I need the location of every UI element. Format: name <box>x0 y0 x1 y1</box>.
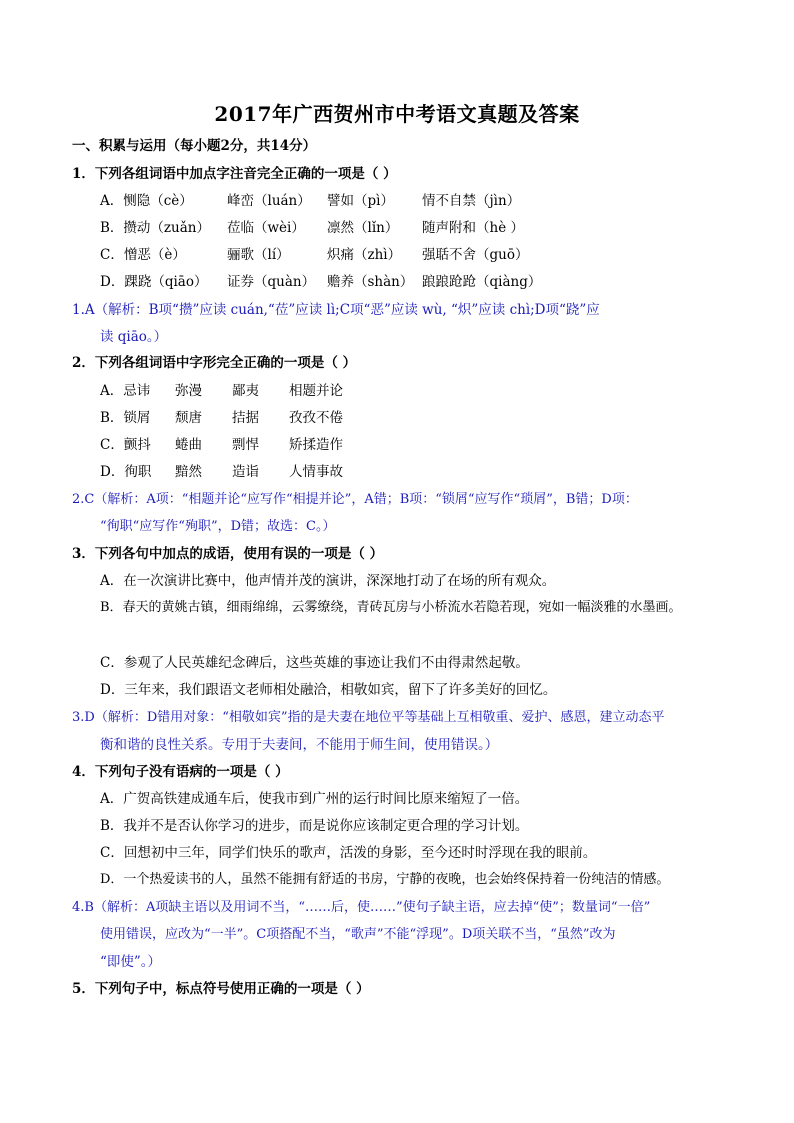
question-3-option-b: B．春天的黄姚古镇，细雨绵绵，云雾缭绕，青砖瓦房与小桥流水若隐若现，宛如一幅淡雅的水墨画。 <box>100 600 682 615</box>
question-2-answer-cont: “徇职“应写作“殉职”，D错；故选：C。） <box>100 519 336 534</box>
question-3-answer: 3.D（解析：D错用对象：“相敬如宾”指的是夫妻在地位平等基础上互相敬重、爱护、感恩，建立动态平 <box>72 710 665 725</box>
question-4-answer-cont-2: “即使”。） <box>100 954 162 970</box>
question-3-option-c: C．参观了人民英雄纪念碑后，这些英雄的事迹让我们不由得肃然起敬。 <box>100 655 529 671</box>
question-1-answer-cont: 读 qiāo。） <box>100 329 168 345</box>
question-4-option-d: D．一个热爱读书的人，虽然不能拥有舒适的书房，宁静的夜晚，也会始终保持着一份纯洁的情感。 <box>100 872 670 887</box>
question-4-option-c: C．回想初中三年，同学们快乐的歌声，活泼的身影，至今还时时浮现在我的眼前。 <box>100 845 597 861</box>
question-5-stem: 5．下列句子中，标点符号使用正确的一项是（ ） <box>72 981 370 997</box>
question-4-stem: 4．下列句子没有语病的一项是（ ） <box>72 764 289 780</box>
question-1-option-d: D．踝跷（qiāo） 证券（quàn） 赡养（shàn） 踉踉跄跄（qiàng） <box>100 274 542 290</box>
question-1-option-b: B．攒动（zuǎn） 莅临（wèi） 凛然（lǐn） 随声附和（hè ） <box>100 220 524 236</box>
question-3-option-d: D．三年来，我们跟语文老师相处融洽，相敬如宾，留下了许多美好的回忆。 <box>100 682 557 698</box>
question-1-option-c: C．憎恶（è） 骊歌（lí） 炽痛（zhì） 强聒不舍（guō） <box>100 247 529 263</box>
question-2-option-c: C．颤抖 蜷曲 剽悍 矫揉造作 <box>100 437 343 453</box>
question-1-stem: 1．下列各组词语中加点字注音完全正确的一项是（ ） <box>72 166 397 182</box>
question-3-answer-cont: 衡和谐的良性关系。专用于夫妻间，不能用于师生间，使用错误。） <box>100 737 499 753</box>
question-2-option-d: D．徇职 黯然 造诣 人情事故 <box>100 464 343 480</box>
question-3-stem: 3．下列各句中加点的成语，使用有误的一项是（ ） <box>72 546 384 562</box>
question-2-answer: 2.C（解析：A项：“相题并论“应写作“相提并论”，A错；B项：“锁屑“应写作“琐屑”，B错；D项： <box>72 492 638 507</box>
question-2-option-a: A．忌讳 弥漫 鄙夷 相题并论 <box>100 383 343 399</box>
question-4-option-b: B．我并不是否认你学习的进步，而是说你应该制定更合理的学习计划。 <box>100 818 529 834</box>
question-4-option-a: A．广贺高铁建成通车后，使我市到广州的运行时间比原来缩短了一倍。 <box>100 791 529 807</box>
question-4-answer: 4.B（解析：A项缺主语以及用词不当，“……后，使……”使句子缺主语，应去掉“使”；数量词“一倍” <box>72 900 651 915</box>
page-title: 2017年广西贺州市中考语文真题及答案 <box>214 102 580 126</box>
question-2-stem: 2．下列各组词语中字形完全正确的一项是（ ） <box>72 355 357 371</box>
question-1-answer: 1.A（解析：B项“攒”应读 cuán,“莅”应读 lì;C项“恶”应读 wù, “炽”应读 chì;D项“跷”应 <box>72 302 600 318</box>
question-1-option-a: A．恻隐（cè） 峰峦（luán） 譬如（pì） 情不自禁（jìn） <box>100 193 521 209</box>
question-3-option-a: A．在一次演讲比赛中，他声情并茂的演讲，深深地打动了在场的所有观众。 <box>100 573 556 589</box>
question-4-answer-cont: 使用错误，应改为“一半”。C项搭配不当，“歌声”不能“浮现”。D项关联不当，“虽然”改为 <box>100 927 616 942</box>
section-heading: 一、积累与运用（每小题2分，共14分） <box>72 138 317 154</box>
question-2-option-b: B．锁屑 颓唐 拮据 孜孜不倦 <box>100 410 343 426</box>
